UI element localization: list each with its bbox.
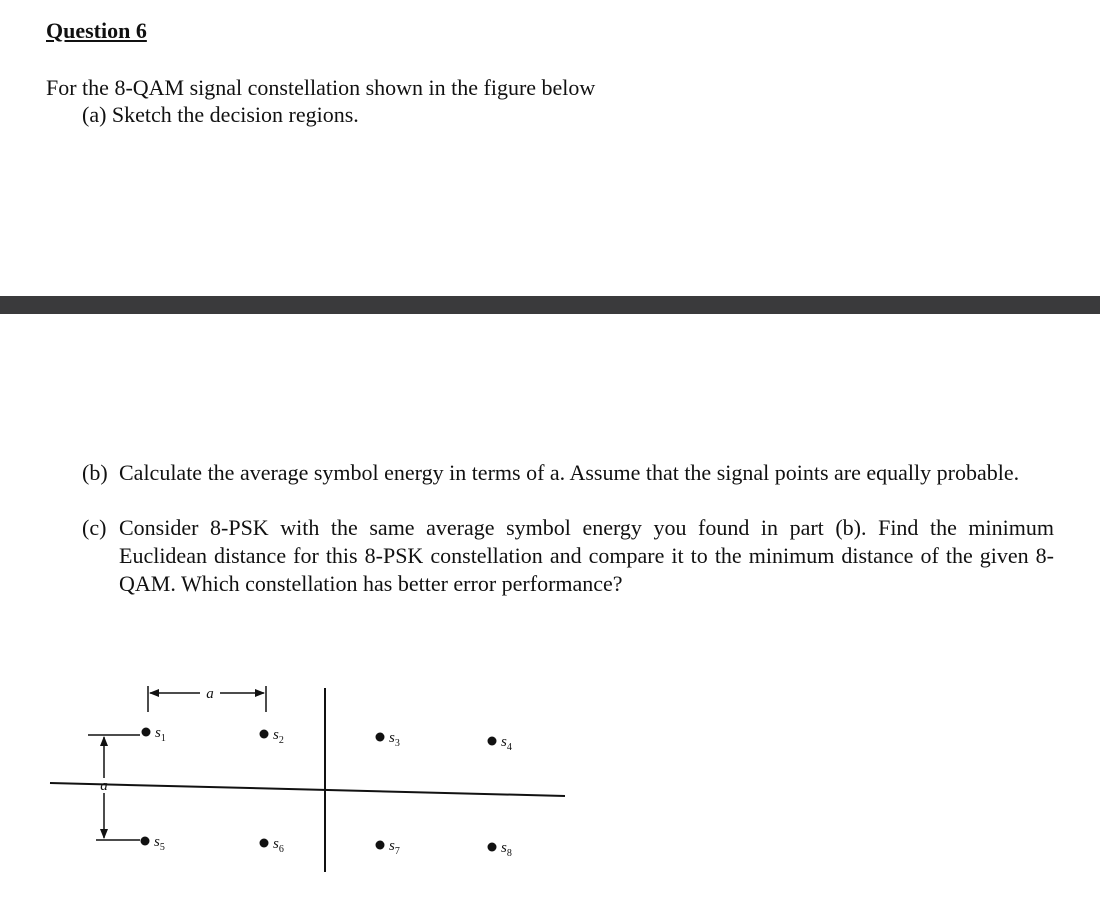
signal-point-s6 [260,839,269,848]
signal-point-s4 [488,737,497,746]
signal-label-s5: $s_5$ [154,834,165,853]
signal-label-s3: $s_3$ [389,730,400,749]
divider-bar [0,296,1100,314]
part-b-text: Calculate the average symbol energy in terms of a. Assume that the signal points are equally probable. [119,460,1020,485]
constellation-points [141,725,512,859]
signal-label-s4: $s_4$ [501,734,512,753]
h-dimension-label: a [206,686,214,702]
part-b [82,459,1054,487]
part-c-text: Consider 8-PSK with the same average symbol energy you found in part (b). Find the minimum Euclidean distance for this 8-PSK constellation and compare it to the minimum distance of the given 8-QAM. Which constellation has better error performance? [119,515,1054,596]
v-dimension-label: a [100,778,108,794]
question-title: Question 6 [46,18,147,43]
signal-point-s7 [376,841,385,850]
signal-point-s5 [141,837,150,846]
part-a [82,101,359,129]
part-a-text: Sketch the decision regions. [111,102,359,127]
signal-label-s8: $s_8$ [501,840,512,859]
signal-point-s1 [142,728,151,737]
part-c-label: (c) [82,515,107,540]
signal-point-s2 [260,730,269,739]
signal-label-s1: $s_1$ [155,725,166,744]
question-intro: For the 8-QAM signal constellation shown in the figure below [46,75,596,100]
signal-point-s8 [488,843,497,852]
part-a-label: (a) [82,102,107,127]
signal-point-s3 [376,733,385,742]
constellation-diagram [0,640,600,898]
signal-label-s7: $s_7$ [389,838,400,857]
signal-label-s2: $s_2$ [273,727,284,746]
in-phase-axis [50,783,565,796]
part-b-label: (b) [82,460,108,485]
signal-label-s6: $s_6$ [273,836,284,855]
part-c [82,514,1054,598]
constellation-figure [0,640,600,898]
